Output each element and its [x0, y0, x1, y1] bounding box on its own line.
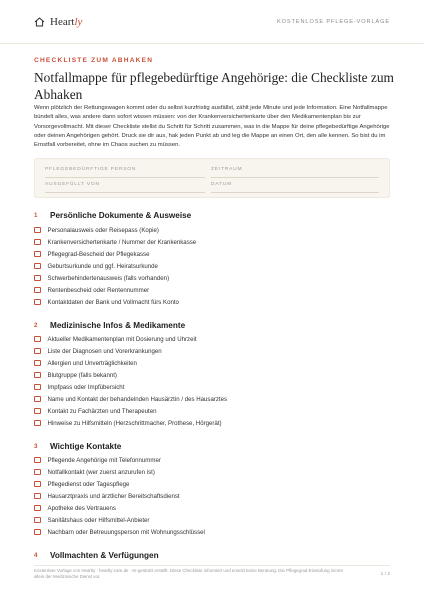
section-title: Wichtige Kontakte — [50, 441, 122, 451]
section-title: Medizinische Infos & Medikamente — [50, 320, 186, 330]
checklist-item[interactable]: Impfpass oder Impfübersicht — [34, 382, 124, 392]
checklist-item[interactable]: Pflegedienst oder Tagespflege — [34, 479, 129, 489]
field-label-filled-by: AUSGEFÜLLT VON — [45, 182, 100, 187]
field-label-date: DATUM — [211, 182, 233, 187]
checklist-item[interactable]: Liste der Diagnosen und Vorerkrankungen — [34, 346, 162, 356]
checklist-item[interactable]: Kontaktdaten der Bank und Vollmacht fürs Konto — [34, 297, 179, 307]
checklist-item[interactable]: Krankenversichertenkarte / Nummer der Krankenkasse — [34, 237, 196, 247]
section-title: Persönliche Dokumente & Ausweise — [50, 210, 192, 220]
checkbox[interactable] — [34, 469, 41, 476]
checkbox[interactable] — [34, 493, 41, 500]
checkbox[interactable] — [34, 408, 41, 415]
field-label-period: ZEITRAUM — [211, 167, 243, 172]
header-bar — [0, 0, 424, 44]
section-header — [34, 319, 185, 331]
checkbox[interactable] — [34, 517, 41, 524]
checkbox[interactable] — [34, 263, 41, 270]
checklist-item[interactable]: Notfallkontakt (wer zuerst anzurufen ist) — [34, 467, 155, 477]
info-form-box — [34, 158, 390, 198]
checkbox[interactable] — [34, 384, 41, 391]
period-input-line[interactable] — [211, 177, 379, 178]
checkbox[interactable] — [34, 336, 41, 343]
document-type-label: KOSTENLOSE PFLEGE-VORLAGE — [277, 18, 390, 25]
checklist-item[interactable]: Hinweise zu Hilfsmitteln (Herzschrittmacher, Prothese, Hörgerät) — [34, 418, 222, 428]
page-title: Notfallmappe für pflegebedürftige Angehörige: die Checkliste zum Abhaken — [34, 70, 394, 102]
checklist-item[interactable]: Geburtsurkunde und ggf. Heiratsurkunde — [34, 261, 158, 271]
checklist-item[interactable]: Aktueller Medikamentenplan mit Dosierung und Uhrzeit — [34, 334, 197, 344]
checkbox[interactable] — [34, 299, 41, 306]
person-input-line[interactable] — [45, 177, 205, 178]
checklist-item[interactable]: Schwerbehindertenausweis (falls vorhanden) — [34, 273, 169, 283]
checklist-item[interactable]: Blutgruppe (falls bekannt) — [34, 370, 117, 380]
section-number: 3 — [34, 442, 38, 450]
page-footer — [34, 565, 390, 581]
checkbox[interactable] — [34, 360, 41, 367]
checklist-item[interactable]: Kontakt zu Fachärzten und Therapeuten — [34, 406, 156, 416]
checkbox[interactable] — [34, 457, 41, 464]
checklist-item[interactable]: Pflegegrad-Bescheid der Pflegekasse — [34, 249, 149, 259]
checklist-item[interactable]: Hausarztpraxis und ärztlicher Bereitschaftsdienst — [34, 491, 180, 501]
checkbox[interactable] — [34, 505, 41, 512]
filled-by-input-line[interactable] — [45, 192, 205, 193]
checkbox[interactable] — [34, 372, 41, 379]
section-title: Vollmachten & Verfügungen — [50, 550, 159, 560]
checkbox[interactable] — [34, 239, 41, 246]
field-label-person: PFLEGEBEDÜRFTIGE PERSON — [45, 167, 137, 172]
section-number: 1 — [34, 211, 38, 219]
date-input-line[interactable] — [211, 192, 379, 193]
footer-disclaimer: Kostenlose Vorlage von Heartly · heartly-care.de · KI-gestützt erstellt. Diese Checkliste informiert und ersetzt keine Beratung. Die Pflegegrad-Einstufung nimmt allein der Medizinische Dienst vor. — [34, 568, 343, 580]
checkbox[interactable] — [34, 529, 41, 536]
checklist-item[interactable]: Allergien und Unverträglichkeiten — [34, 358, 137, 368]
home-icon — [34, 17, 45, 27]
section-number: 4 — [34, 551, 38, 559]
checkbox[interactable] — [34, 227, 41, 234]
checkbox[interactable] — [34, 275, 41, 282]
checklist-item[interactable]: Apotheke des Vertrauens — [34, 503, 116, 513]
checkbox[interactable] — [34, 251, 41, 258]
checkbox[interactable] — [34, 420, 41, 427]
checkbox[interactable] — [34, 481, 41, 488]
eyebrow-label: CHECKLISTE ZUM ABHAKEN — [34, 57, 154, 64]
section-header — [34, 549, 159, 561]
checklist-item[interactable]: Personalausweis oder Reisepass (Kopie) — [34, 225, 159, 235]
section-header — [34, 209, 191, 221]
checklist-item[interactable]: Sanitätshaus oder Hilfsmittel-Anbieter — [34, 515, 149, 525]
section-number: 2 — [34, 321, 38, 329]
checklist-item[interactable]: Rentenbescheid oder Rentennummer — [34, 285, 149, 295]
checkbox[interactable] — [34, 287, 41, 294]
checkbox[interactable] — [34, 396, 41, 403]
checkbox[interactable] — [34, 348, 41, 355]
page-number: 1 / 2 — [380, 572, 390, 577]
checklist-item[interactable]: Name und Kontakt der behandelnden Hausärztin / des Hausarztes — [34, 394, 227, 404]
intro-paragraph: Wenn plötzlich der Rettungswagen kommt oder du selbst kurzfristig ausfällst, zählt jede Minute und jede Information. Eine Notfallmappe bündelt alles, was andere dann sofort wissen müssen: von der Krankenversichertenkarte über den Medikamentenplan bis zur Vorsorgevollmacht. Mit dieser Checkliste stellst du Schritt für Schritt zusammen, was in die Mappe für deine pflegebedürftige Angehörige oder deinen Angehörigen gehört. Druck sie dir aus, hak jeden Punkt ab und leg die Mappe an einen Ort, den alle kennen. So bist du im Ernstfall vorbereitet, ohne im Chaos suchen zu müssen. — [34, 105, 390, 149]
brand-logo[interactable] — [34, 16, 82, 28]
brand-name: Heartly — [50, 15, 83, 28]
checklist-item[interactable]: Pflegende Angehörige mit Telefonnummer — [34, 455, 161, 465]
section-header — [34, 440, 121, 452]
checklist-item[interactable]: Nachbarn oder Betreuungsperson mit Wohnungsschlüssel — [34, 527, 205, 537]
